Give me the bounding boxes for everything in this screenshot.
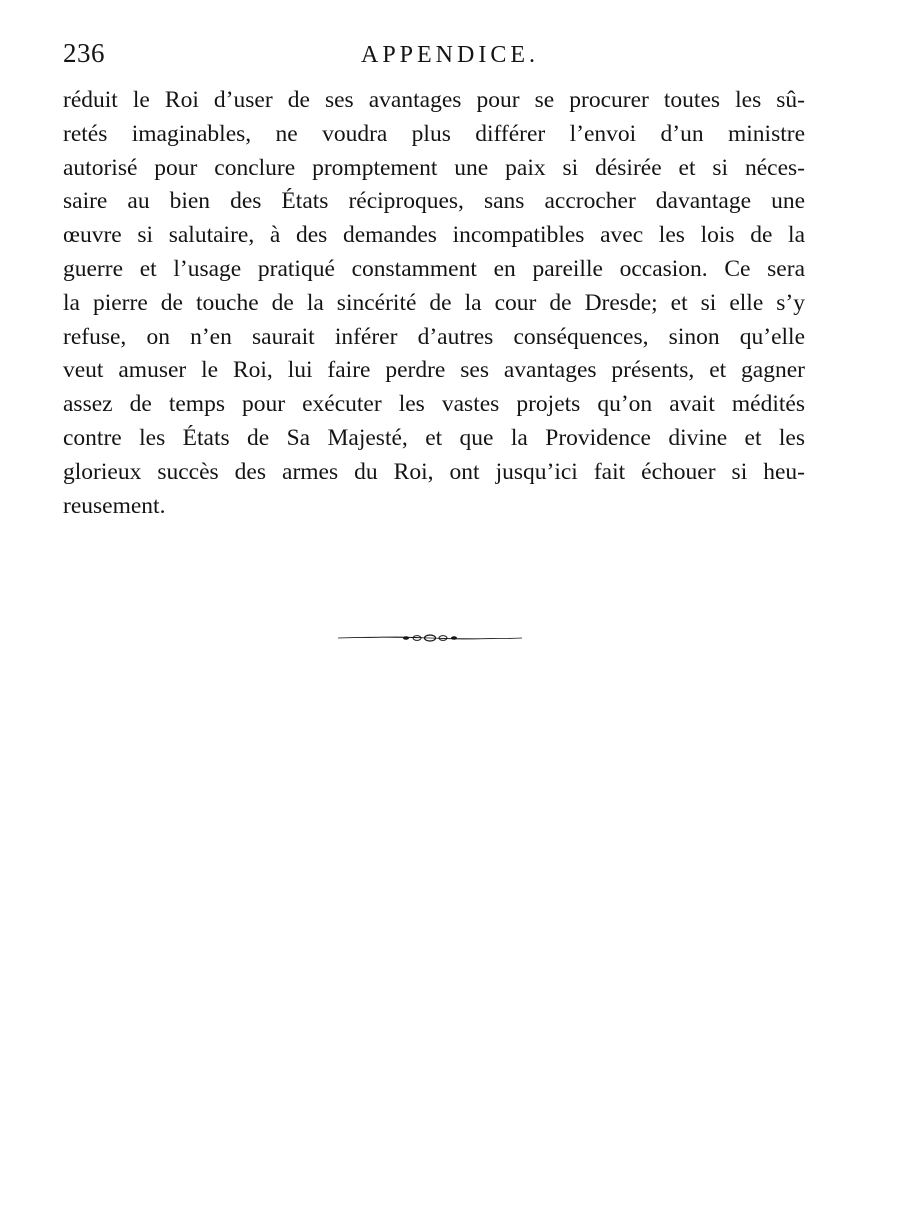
text-line: autorisé pour conclure promptement une paix si désirée et si néces- — [63, 154, 805, 181]
text-line: retés imaginables, ne voudra plus différer l’envoi d’un ministre — [63, 120, 805, 147]
running-title: APPENDICE. — [360, 42, 539, 68]
text-line: la pierre de touche de la sincérité de la cour de Dresde; et si elle s’y — [63, 289, 805, 316]
text-line: guerre et l’usage pratiqué constamment en pareille occasion. Ce sera — [63, 255, 805, 282]
text-line-last: reusement. — [63, 492, 166, 519]
text-line: veut amuser le Roi, lui faire perdre ses avantages présents, et gagner — [63, 357, 805, 384]
text-line: glorieux succès des armes du Roi, ont jusqu’ici fait échouer si heu- — [63, 458, 805, 485]
text-line: saire au bien des États réciproques, sans accrocher davantage une — [63, 188, 805, 215]
tailpiece-ornament-icon — [338, 630, 522, 646]
page-number: 236 — [63, 38, 105, 68]
text-line: réduit le Roi d’user de ses avantages pour se procurer toutes les sû- — [63, 87, 805, 113]
text-line: contre les États de Sa Majesté, et que la Providence divine et les — [63, 424, 805, 451]
text-line: œuvre si salutaire, à des demandes incompatibles avec les lois de la — [63, 222, 805, 249]
body-paragraph — [63, 84, 805, 523]
text-line: assez de temps pour exécuter les vastes projets qu’on avait médités — [63, 391, 805, 418]
text-line: refuse, on n’en saurait inférer d’autres conséquences, sinon qu’elle — [63, 323, 805, 350]
